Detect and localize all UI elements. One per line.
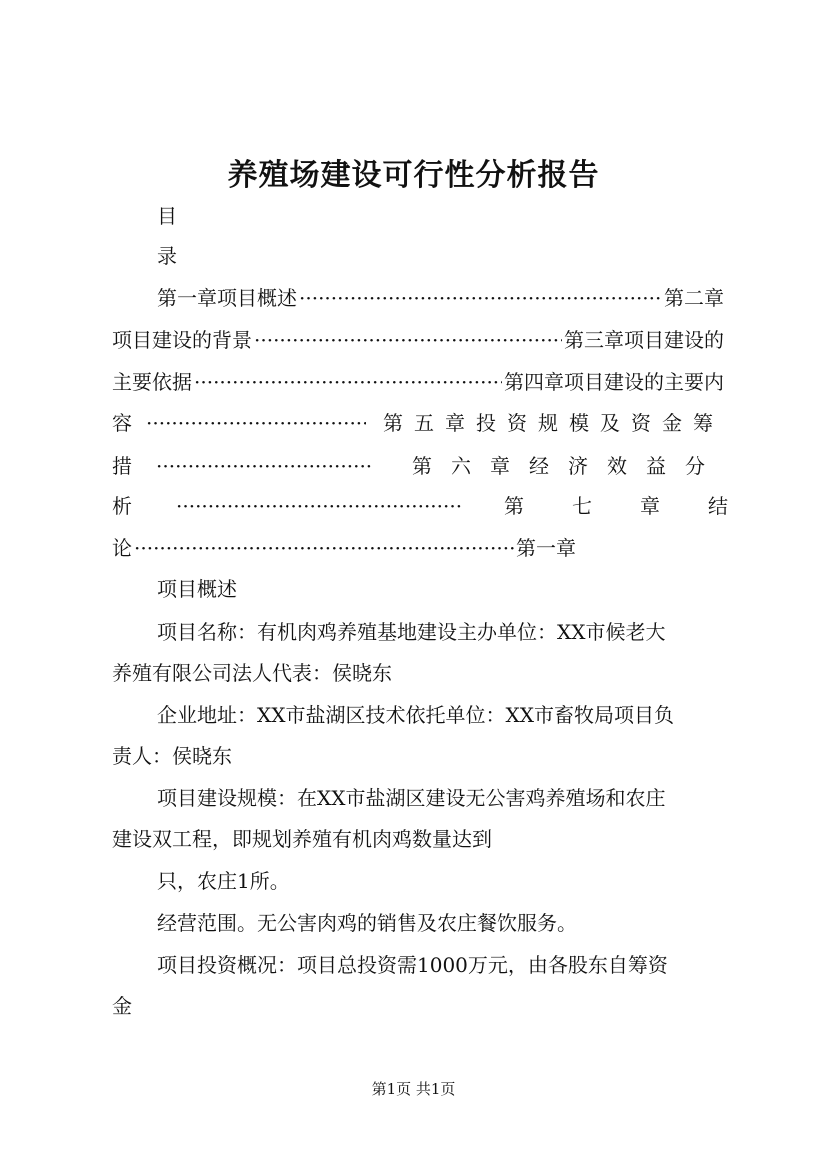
toc-row[interactable] <box>112 494 776 518</box>
toc-row[interactable] <box>112 536 576 560</box>
toc-leader-dots <box>299 286 662 310</box>
toc-row[interactable] <box>157 286 724 310</box>
toc-row[interactable] <box>112 328 724 352</box>
section-heading: 项目概述 <box>157 577 237 601</box>
toc-entry-label: 容 <box>112 411 132 435</box>
toc-entry-label: 第二章 <box>664 286 724 310</box>
toc-leader-dots <box>194 370 502 394</box>
toc-leader-dots <box>176 494 464 518</box>
paragraph-line: 责人：侯晓东 <box>112 744 232 768</box>
toc-leader-dots <box>146 411 366 435</box>
toc-entry-label: 主要依据 <box>112 370 192 394</box>
toc-leader-dots <box>134 536 514 560</box>
toc-entry-label: 第四章项目建设的主要内 <box>504 370 724 394</box>
toc-entry-label: 第一章项目概述 <box>157 286 297 310</box>
paragraph-line: 项目名称：有机肉鸡养殖基地建设主办单位：XX市候老大 <box>157 620 666 644</box>
toc-heading-2: 录 <box>157 244 177 268</box>
toc-leader-dots <box>156 454 374 478</box>
toc-entry-label: 论 <box>112 536 132 560</box>
paragraph-line: 只，农庄1所。 <box>157 869 290 893</box>
toc-entry-label: 项目建设的背景 <box>112 328 252 352</box>
toc-entry-label: 析 <box>112 494 132 518</box>
document-title: 养殖场建设可行性分析报告 <box>227 158 600 193</box>
toc-heading-1: 目 <box>157 204 177 228</box>
toc-entry-label: 第一章 <box>516 536 576 560</box>
toc-entry-label: 第七章结 <box>504 494 776 518</box>
toc-entry-label: 第五章投资规模及资金筹 <box>383 411 724 435</box>
toc-leader-dots <box>254 328 562 352</box>
toc-entry-label: 措 <box>112 454 132 478</box>
paragraph-line: 项目建设规模：在XX市盐湖区建设无公害鸡养殖场和农庄 <box>157 786 666 810</box>
paragraph-line: 金 <box>112 994 132 1018</box>
paragraph-line: 养殖有限公司法人代表：侯晓东 <box>112 661 392 685</box>
paragraph-line: 建设双工程，即规划养殖有机肉鸡数量达到 <box>112 827 492 851</box>
page-footer: 第1页 共1页 <box>371 1080 456 1098</box>
toc-entry-label: 第六章经济效益分 <box>412 454 724 478</box>
paragraph-line: 项目投资概况：项目总投资需1000万元，由各股东自筹资 <box>157 953 668 977</box>
paragraph-line: 经营范围。无公害肉鸡的销售及农庄餐饮服务。 <box>157 911 577 935</box>
toc-entry-label: 第三章项目建设的 <box>564 328 724 352</box>
toc-row[interactable] <box>112 370 724 394</box>
toc-row[interactable] <box>112 411 724 435</box>
toc-row[interactable] <box>112 454 724 478</box>
paragraph-line: 企业地址：XX市盐湖区技术依托单位：XX市畜牧局项目负 <box>157 703 674 727</box>
